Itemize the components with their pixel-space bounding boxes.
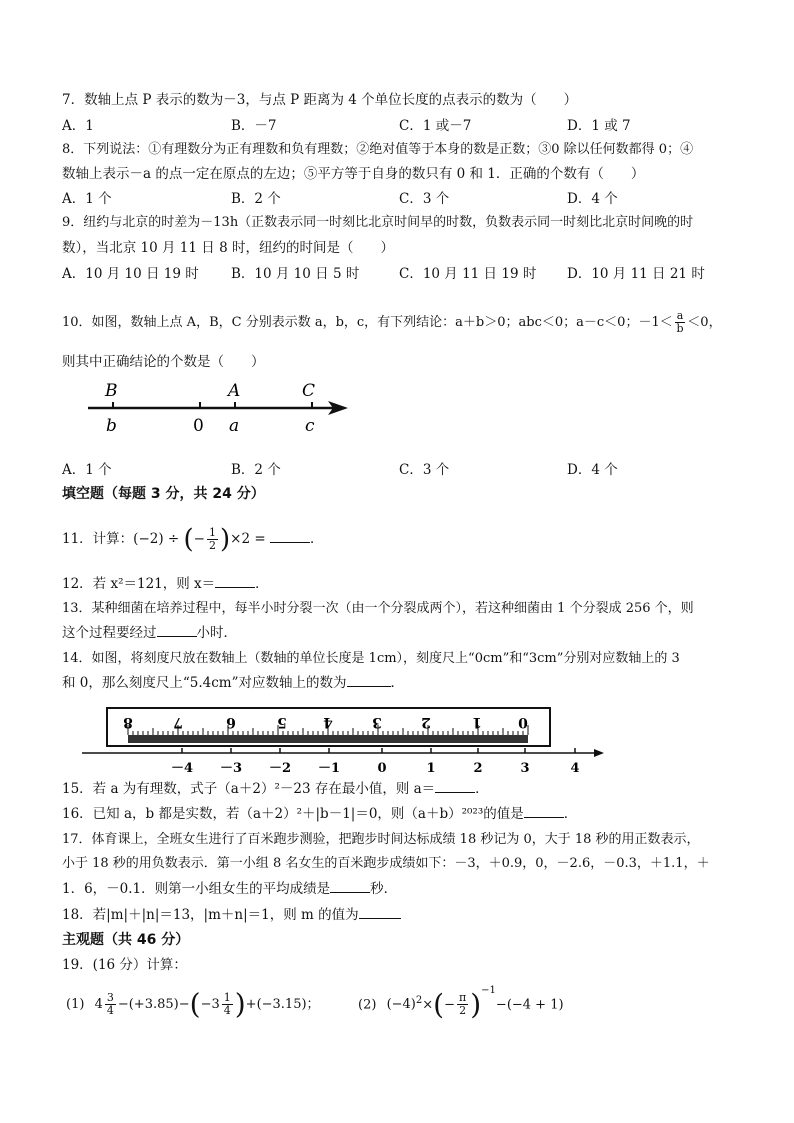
q11-line (62, 524, 324, 555)
q13-answer-blank[interactable] (157, 636, 197, 637)
q11-frac-num: 1 (208, 526, 216, 539)
q8-stem-line2: 数轴上表示－a 的点一定在原点的左边；⑤平方等于自身的数只有 0 和 1．正确的个数有（ ） (62, 166, 645, 182)
q19-part2 (358, 985, 564, 1021)
q19-p2-exp1: 2 (415, 995, 423, 1006)
q19-p1-frac1 (105, 992, 116, 1017)
q19-p2-frac (457, 992, 468, 1017)
q14-axis-arrow (594, 749, 604, 757)
q12-text: 12．若 x²＝121，则 x＝ (62, 576, 216, 592)
q10-label-C: C (302, 381, 316, 401)
q11-frac-den: 2 (208, 539, 216, 552)
q7-option-b: B．－7 (231, 118, 277, 134)
q10-frac-num: a (676, 309, 684, 322)
ruler-label-5: 5 (277, 714, 287, 730)
ruler-label-4: 4 (323, 714, 333, 730)
section-main-heading: 主观题（共 46 分） (62, 932, 190, 948)
q15-answer-blank[interactable] (435, 792, 475, 793)
ruler-label-8: 8 (123, 714, 133, 730)
ruler-label-3: 3 (372, 714, 382, 730)
q12-answer-blank[interactable] (215, 587, 255, 588)
q10-label-B: B (105, 381, 118, 401)
axis-label-4: 4 (570, 761, 580, 776)
q19-p1-mid: −(+3.85)− (117, 997, 190, 1012)
q14-axis-labels (171, 761, 580, 776)
q17-line3a: 1．6，－0.1．则第一小组女生的平均成绩是 (62, 881, 331, 897)
axis-label-neg1: －1 (317, 761, 341, 776)
q15-end: ． (475, 781, 489, 797)
q18-line (62, 906, 401, 924)
q13-line2b: 小时． (196, 625, 237, 641)
q19-p2-frac-den: 2 (459, 1004, 467, 1018)
q7-option-d: D．1 或 7 (567, 118, 631, 134)
q9-option-d: D．10 月 11 日 21 时 (567, 266, 705, 282)
q19-p1-frac1-num: 3 (106, 991, 114, 1004)
q13-line2a: 这个过程要经过 (62, 625, 157, 641)
q14-line1: 14．如图，将刻度尺放在数轴上（数轴的单位长度是 1cm），刻度尺上“0cm”和“3cm”分别对应数轴上的 3 (62, 651, 680, 666)
q11-paren-open: ( (183, 524, 194, 555)
q19-p2-exp2: −1 (481, 985, 496, 996)
axis-label-2: 2 (473, 761, 483, 776)
q10-option-c: C．3 个 (399, 462, 450, 478)
q8-option-c: C．3 个 (399, 191, 450, 207)
q14-ruler-figure (82, 700, 612, 780)
q19-p2-end: −(−4 + 1) (495, 997, 564, 1013)
q19-p1-frac2-den: 4 (223, 1004, 231, 1017)
q17-line1: 17．体育课上，全班女生进行了百米跑步测验，把跑步时间达标成绩 18 秒记为 0，大于 18 秒的用正数表示， (62, 832, 700, 847)
ruler-scale-strip (128, 735, 528, 743)
q7-option-a: A．1 (62, 118, 94, 134)
q10-option-a: A．1 个 (62, 462, 112, 478)
q10-option-b: B．2 个 (231, 462, 281, 478)
q10-label-a: a (229, 416, 240, 436)
q8-option-d: D．4 个 (567, 191, 618, 207)
q8-option-b: B．2 个 (231, 191, 281, 207)
ruler-label-0: 0 (518, 714, 528, 730)
q19-p1-frac2 (222, 992, 233, 1017)
q9-option-b: B．10 月 10 日 5 时 (231, 266, 360, 282)
q13-line2 (62, 624, 237, 642)
q12-end: ． (255, 576, 269, 592)
q16-text: 16．已知 a，b 都是实数，若（a＋2）²＋|b－1|＝0，则（a＋b）²⁰²³的值是 (62, 806, 524, 822)
q11-minus: − (193, 531, 205, 547)
q9-option-c: C．10 月 11 日 19 时 (399, 266, 537, 282)
q16-end: ． (563, 806, 578, 822)
q19-p2-frac-num: π (459, 991, 467, 1005)
q17-line3 (62, 880, 397, 898)
q11-answer-blank[interactable] (270, 542, 310, 543)
q14-line2 (62, 674, 404, 692)
q19-heading: 19．(16 分）计算： (62, 957, 187, 973)
q19-p1-frac1-den: 4 (106, 1004, 114, 1017)
q10-label-b: b (106, 416, 117, 436)
q14-line2b: ． (390, 675, 405, 691)
q16-answer-blank[interactable] (524, 817, 564, 818)
q19-p2-paren-open: ( (433, 987, 445, 1021)
q19-part1 (66, 987, 320, 1021)
q17-line2: 小于 18 秒的用负数表示．第一小组 8 名女生的百米跑步成绩如下：－3，＋0.9，0，－2.6，－0.3，＋1.1，＋ (62, 856, 710, 871)
q10-frac-den: b (676, 322, 684, 335)
q10-stem-line1 (62, 310, 722, 335)
axis-label-3: 3 (520, 761, 530, 776)
q11-fraction (207, 527, 218, 552)
q10-fraction (675, 310, 686, 335)
q13-line1: 13．某种细菌在培养过程中，每半小时分裂一次（由一个分裂成两个），若这种细菌由 1 个分裂成 256 个，则 (62, 601, 694, 616)
q19-p1-paren-close: ) (234, 987, 246, 1021)
q19-p1-label: (1) (66, 997, 85, 1012)
q10-stem-a: 10．如图，数轴上点 A，B，C 分别表示数 a，b，c，有下列结论：a＋b＞0；abc＜0；a－c＜0；－1＜ (62, 315, 673, 330)
q7-option-c: C．1 或－7 (399, 118, 472, 134)
q14-line2a: 和 0，那么刻度尺上“5.4cm”对应数轴上的数为 (62, 675, 347, 691)
q7-stem: 7．数轴上点 P 表示的数为－3，与点 P 距离为 4 个单位长度的点表示的数为（ ） (62, 92, 578, 108)
q11-suffix: ×2 = (230, 531, 266, 547)
axis-label-neg2: －2 (268, 761, 292, 776)
q9-stem-line2: 数），当北京 10 月 11 日 8 时，纽约的时间是（ ） (62, 240, 394, 256)
q19-p2-label: (2) (358, 997, 377, 1013)
section-fill-heading: 填空题（每题 3 分，共 24 分） (62, 486, 265, 502)
q10-option-d: D．4 个 (567, 462, 618, 478)
q10-number-line (80, 378, 360, 438)
q14-answer-blank[interactable] (347, 686, 391, 687)
ruler-label-2: 2 (421, 714, 431, 730)
ruler-label-6: 6 (226, 714, 236, 730)
q19-p1-end: +(−3.15)； (245, 997, 320, 1012)
axis-label-neg4: －4 (170, 761, 194, 776)
q11-end: ． (309, 531, 324, 547)
q10-label-A: A (228, 381, 241, 401)
ruler-label-7: 7 (173, 714, 183, 730)
q18-text: 18．若|m|＋|n|＝13，|m＋n|＝1，则 m 的值为 (62, 907, 359, 923)
axis-label-1: 1 (426, 761, 436, 776)
q8-stem-line1: 8．下列说法：①有理数分为正有理数和负有理数；②绝对值等于本身的数是正数；③0 除以任何数都得 0；④ (62, 142, 694, 157)
q17-answer-blank[interactable] (330, 892, 370, 893)
q9-option-a: A．10 月 10 日 19 时 (62, 266, 199, 282)
q10-label-0: 0 (193, 416, 204, 436)
q10-stem-line2: 则其中正确结论的个数是（ ） (62, 354, 265, 370)
q19-p2-times: × (422, 997, 434, 1013)
q10-label-c: c (305, 416, 315, 436)
q16-line (62, 805, 577, 823)
q17-line3b: 秒． (370, 881, 398, 897)
q19-p2-paren-close: ) (470, 987, 482, 1021)
q19-p2-neg: − (444, 997, 455, 1013)
q15-line (62, 780, 489, 798)
q19-p1-neg: −3 (200, 997, 220, 1012)
q15-text: 15．若 a 为有理数，式子（a＋2）²－23 存在最小值，则 a＝ (62, 781, 436, 797)
q12-line (62, 575, 269, 593)
q11-prefix: 11．计算：(−2) ÷ (62, 531, 180, 547)
axis-label-0: 0 (377, 761, 387, 776)
q11-paren-close: ) (219, 524, 231, 555)
q19-p2-base: (−4) (386, 997, 416, 1013)
q19-p1-paren-open: ( (189, 987, 201, 1021)
q9-stem-line1: 9．纽约与北京的时差为－13h（正数表示同一时刻比北京时间早的时数，负数表示同一时刻比北京时间晚的时 (62, 215, 694, 230)
q8-option-a: A．1 个 (62, 191, 112, 207)
q18-answer-blank[interactable] (359, 918, 401, 919)
ruler-label-1: 1 (472, 714, 482, 730)
q19-p1-frac2-num: 1 (223, 991, 231, 1004)
q10-stem-b: ＜0， (687, 315, 722, 330)
axis-label-neg3: －3 (219, 761, 243, 776)
q19-p1-whole: 4 (94, 997, 103, 1012)
